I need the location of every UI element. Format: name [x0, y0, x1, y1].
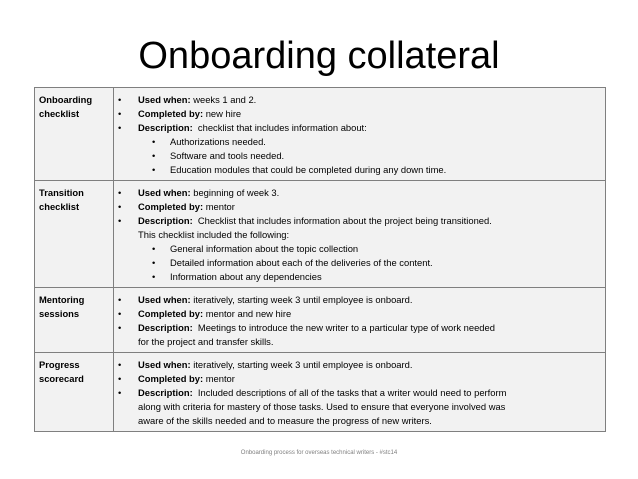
table-row: [35, 181, 606, 288]
sub-item: • General information about the topic collection: [152, 243, 359, 254]
description-continuation: along with criteria for mastery of those tasks. Used to ensure that everyone involved was: [138, 401, 506, 412]
description-item: • Description: checklist that includes information about:: [118, 122, 367, 133]
bullet-icon: •: [118, 215, 122, 226]
row-content: [114, 181, 606, 288]
sub-item: • Education modules that could be completed during any down time.: [152, 164, 447, 175]
bullet-icon: •: [118, 308, 122, 319]
bullet-icon: •: [118, 322, 122, 333]
description-item: • Description: Meetings to introduce the new writer to a particular type of work needed: [118, 322, 495, 333]
description-continuation: aware of the skills needed and to measure the progress of new writers.: [138, 415, 432, 426]
row-label: Onboarding checklist: [35, 88, 114, 181]
bullet-icon: •: [152, 257, 156, 268]
used-when-item: • Used when: iteratively, starting week 3 until employee is onboard.: [118, 294, 413, 305]
table-row: [35, 88, 606, 181]
page-title: Onboarding collateral: [138, 35, 500, 77]
sub-item: • Detailed information about each of the deliveries of the content.: [152, 257, 433, 268]
description-item: • Description: Checklist that includes information about the project being transitioned.: [118, 215, 492, 226]
bullet-icon: •: [118, 122, 122, 133]
table-row: [35, 288, 606, 353]
completed-by-item: • Completed by: mentor and new hire: [118, 308, 292, 319]
completed-by-item: • Completed by: mentor: [118, 201, 235, 212]
row-label: Progress scorecard: [35, 353, 114, 432]
row-label: Mentoring sessions: [35, 288, 114, 353]
completed-by-item: • Completed by: new hire: [118, 108, 242, 119]
bullet-icon: •: [152, 150, 156, 161]
sub-item: • Software and tools needed.: [152, 150, 285, 161]
sub-item: • Information about any dependencies: [152, 271, 322, 282]
row-content: [114, 88, 606, 181]
used-when-item: • Used when: iteratively, starting week 3 until employee is onboard.: [118, 359, 413, 370]
bullet-icon: •: [118, 359, 122, 370]
row-label: Transition checklist: [35, 181, 114, 288]
bullet-icon: •: [152, 271, 156, 282]
table-row: [35, 353, 606, 432]
bullet-icon: •: [152, 243, 156, 254]
bullet-icon: •: [152, 136, 156, 147]
bullet-icon: •: [118, 108, 122, 119]
description-continuation: for the project and transfer skills.: [138, 336, 274, 347]
bullet-icon: •: [118, 201, 122, 212]
description-item: • Description: Included descriptions of all of the tasks that a writer would need to perform: [118, 387, 507, 398]
used-when-item: • Used when: weeks 1 and 2.: [118, 94, 257, 105]
completed-by-item: • Completed by: mentor: [118, 373, 235, 384]
bullet-icon: •: [118, 187, 122, 198]
row-content: [114, 288, 606, 353]
bullet-icon: •: [118, 94, 122, 105]
bullet-icon: •: [118, 387, 122, 398]
bullet-icon: •: [118, 294, 122, 305]
used-when-item: • Used when: beginning of week 3.: [118, 187, 280, 198]
footer-text: Onboarding process for overseas technical writers - #stc14: [240, 450, 398, 456]
bullet-icon: •: [152, 164, 156, 175]
row-content: [114, 353, 606, 432]
description-continuation: This checklist included the following:: [138, 229, 290, 240]
collateral-table: [34, 87, 606, 432]
sub-item: • Authorizations needed.: [152, 136, 266, 147]
bullet-icon: •: [118, 373, 122, 384]
